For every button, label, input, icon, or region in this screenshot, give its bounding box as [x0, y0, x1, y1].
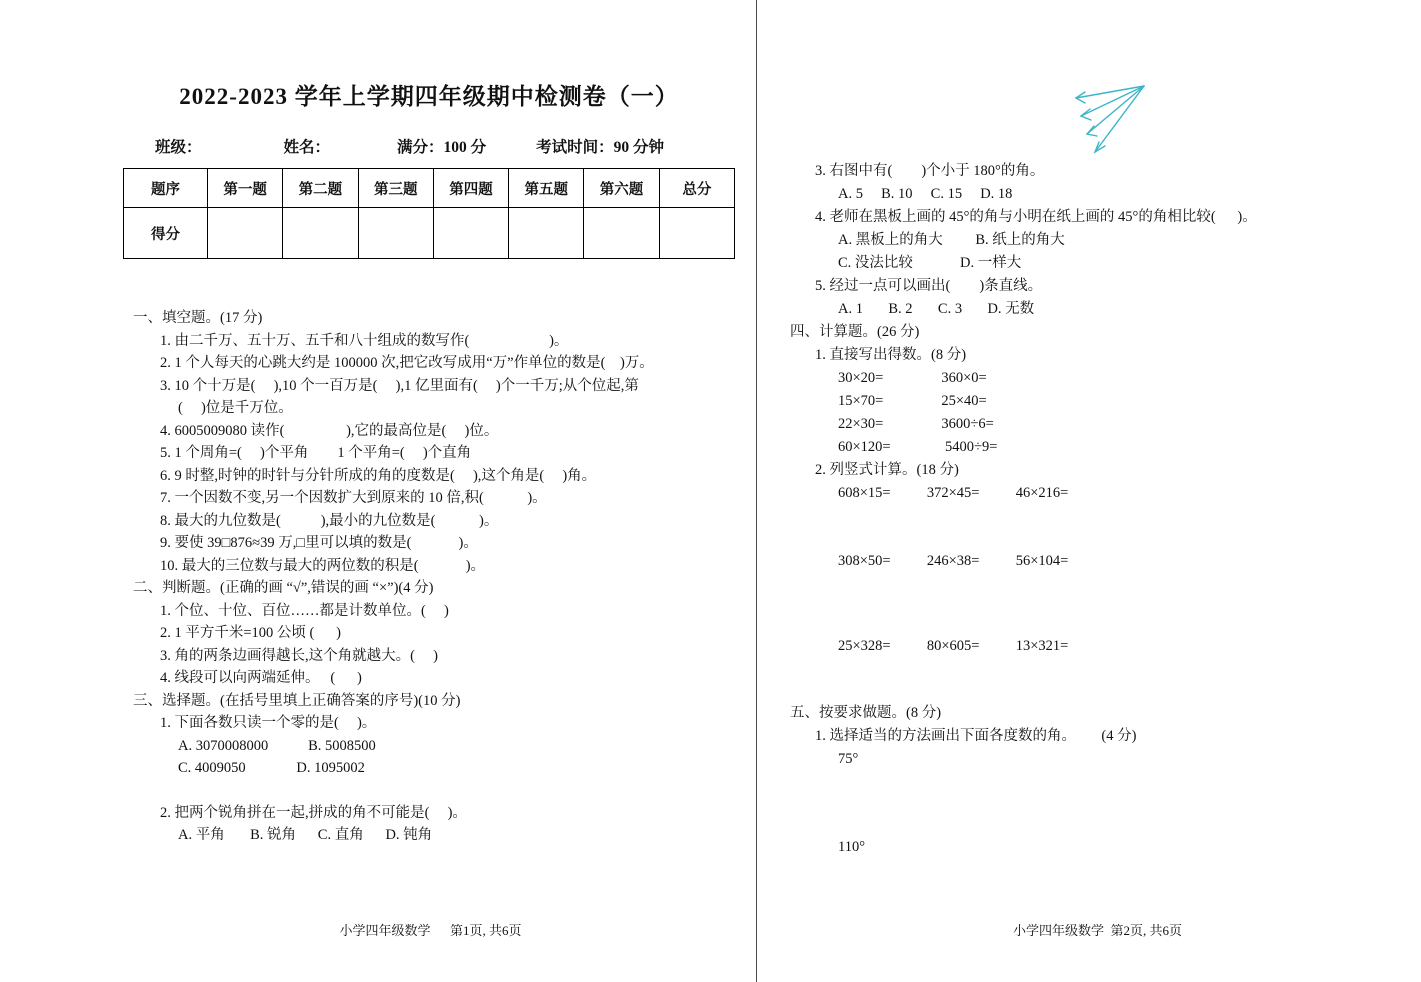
text-line: A. 5 B. 10 C. 15 D. 18 [838, 186, 1013, 202]
score-table-header-cell: 第三题 [358, 169, 433, 208]
text-line: C. 4009050 D. 1095002 [178, 760, 365, 776]
text-line: A. 平角 B. 锐角 C. 直角 D. 钝角 [178, 827, 433, 843]
score-table-header-cell: 第六题 [584, 169, 659, 208]
text-line: 3. 角的两条边画得越长,这个角就越大。( ) [160, 647, 438, 664]
score-cell [584, 208, 659, 259]
score-cell [433, 208, 508, 259]
text-line: 9. 要使 39□876≈39 万,□里可以填的数是( )。 [160, 535, 478, 551]
text-line: 三、选择题。(在括号里填上正确答案的序号)(10 分) [133, 692, 461, 709]
text-line: 25×328= 80×605= 13×321= [838, 638, 1069, 654]
text-line: 3. 右图中有( )个小于 180°的角。 [815, 163, 1045, 179]
text-line: 4. 线段可以向两端延伸。 ( ) [160, 670, 362, 686]
text-line: 四、计算题。(26 分) [790, 324, 920, 340]
text-line: 5. 经过一点可以画出( )条直线。 [815, 278, 1043, 294]
score-table-score-row [124, 208, 735, 259]
angle-ray [1076, 86, 1144, 98]
text-line: 1. 下面各数只读一个零的是( )。 [160, 715, 377, 731]
text-line: 1. 直接写出得数。(8 分) [815, 347, 967, 363]
text-line: 15×70= 25×40= [838, 393, 987, 409]
angle-ray [1087, 86, 1144, 134]
full-score-label: 满分：100 分 [397, 139, 487, 156]
text-line: 2. 把两个锐角拼在一起,拼成的角不可能是( )。 [160, 804, 467, 821]
text-line: 8. 最大的九位数是( ),最小的九位数是( )。 [160, 512, 499, 529]
text-line: 五、按要求做题。(8 分) [790, 705, 942, 721]
text-line: 10. 最大的三位数与最大的两位数的积是( )。 [160, 557, 486, 574]
text-line: 75° [838, 751, 859, 767]
text-line: A. 3070008000 B. 5008500 [178, 737, 376, 754]
text-line: 1. 由二千万、五十万、五千和八十组成的数写作( )。 [160, 332, 569, 349]
text-line: 4. 6005009080 读作( ),它的最高位是( )位。 [160, 422, 499, 439]
text-line: 60×120= 5400÷9= [838, 439, 998, 455]
score-cell [509, 208, 584, 259]
score-table [123, 168, 735, 259]
page-2 [770, 0, 1370, 982]
text-line: 5. 1 个周角=( )个平角 1 个平角=( )个直角 [160, 445, 472, 461]
class-label: 班级： [155, 139, 202, 156]
text-line: A. 1 B. 2 C. 3 D. 无数 [838, 301, 1035, 317]
text-line: C. 没法比较 D. 一样大 [838, 255, 1022, 271]
angle-ray [1095, 86, 1144, 152]
text-line: 6. 9 时整,时钟的时针与分针所成的角的度数是( ),这个角是( )角。 [160, 467, 597, 484]
score-table-header-cell: 第四题 [433, 169, 508, 208]
text-line: 308×50= 246×38= 56×104= [838, 553, 1069, 569]
score-table-header-cell: 第二题 [283, 169, 358, 208]
text-line: 2. 列竖式计算。(18 分) [815, 462, 959, 478]
page2-footer: 小学四年级数学 第2页, 共6页 [1012, 923, 1182, 938]
text-line: 2. 1 平方千米=100 公顷 ( ) [160, 625, 341, 641]
score-row-label: 得分 [124, 208, 208, 259]
text-line: 110° [838, 839, 866, 855]
text-line: 7. 一个因数不变,另一个因数扩大到原来的 10 倍,积( )。 [160, 490, 547, 506]
angle-ray [1081, 86, 1144, 116]
page-1 [60, 0, 756, 982]
angle-ray-arrowhead [1081, 109, 1091, 120]
angle-rays-figure [1070, 76, 1148, 158]
angle-ray-arrowhead [1095, 142, 1105, 152]
name-label: 姓名： [283, 139, 331, 156]
text-line: 1. 选择适当的方法画出下面各度数的角。 (4 分) [815, 728, 1137, 744]
text-line: 二、判断题。(正确的画 “√”,错误的画 “×”)(4 分) [133, 580, 434, 596]
score-table-header-cell: 第一题 [208, 169, 283, 208]
student-info-line [123, 135, 735, 157]
page-divider [756, 0, 757, 982]
exam-title: 2022-2023 学年上学期四年级期中检测卷（一） [179, 84, 679, 109]
text-line: A. 黑板上的角大 B. 纸上的角大 [838, 232, 1065, 248]
score-table-header-cell: 题序 [124, 169, 208, 208]
page1-footer: 小学四年级数学 第1页, 共6页 [339, 923, 522, 938]
exam-time-label: 考试时间：90 分钟 [536, 139, 665, 156]
page1-body [123, 307, 735, 847]
score-cell [659, 208, 734, 259]
text-line: 608×15= 372×45= 46×216= [838, 485, 1069, 501]
score-cell [208, 208, 283, 259]
text-line: 1. 个位、十位、百位……都是计数单位。( ) [160, 602, 449, 619]
text-line: 30×20= 360×0= [838, 370, 987, 386]
score-table-header-cell: 第五题 [509, 169, 584, 208]
score-cell [358, 208, 433, 259]
score-cell [283, 208, 358, 259]
score-table-header-row [124, 169, 735, 208]
text-line: 一、填空题。(17 分) [133, 310, 263, 326]
text-line: 2. 1 个人每天的心跳大约是 100000 次,把它改写成用“万”作单位的数是( )万。 [160, 355, 654, 371]
text-line: 3. 10 个十万是( ),10 个一百万是( ),1 亿里面有( )个一千万;从个位起,第 [160, 377, 639, 394]
text-line: ( )位是千万位。 [178, 400, 293, 416]
text-line: 22×30= 3600÷6= [838, 416, 994, 432]
score-table-header-cell: 总分 [659, 169, 734, 208]
page2-body [790, 160, 1350, 859]
text-line: 4. 老师在黑板上画的 45°的角与小明在纸上画的 45°的角相比较( )。 [815, 209, 1257, 225]
